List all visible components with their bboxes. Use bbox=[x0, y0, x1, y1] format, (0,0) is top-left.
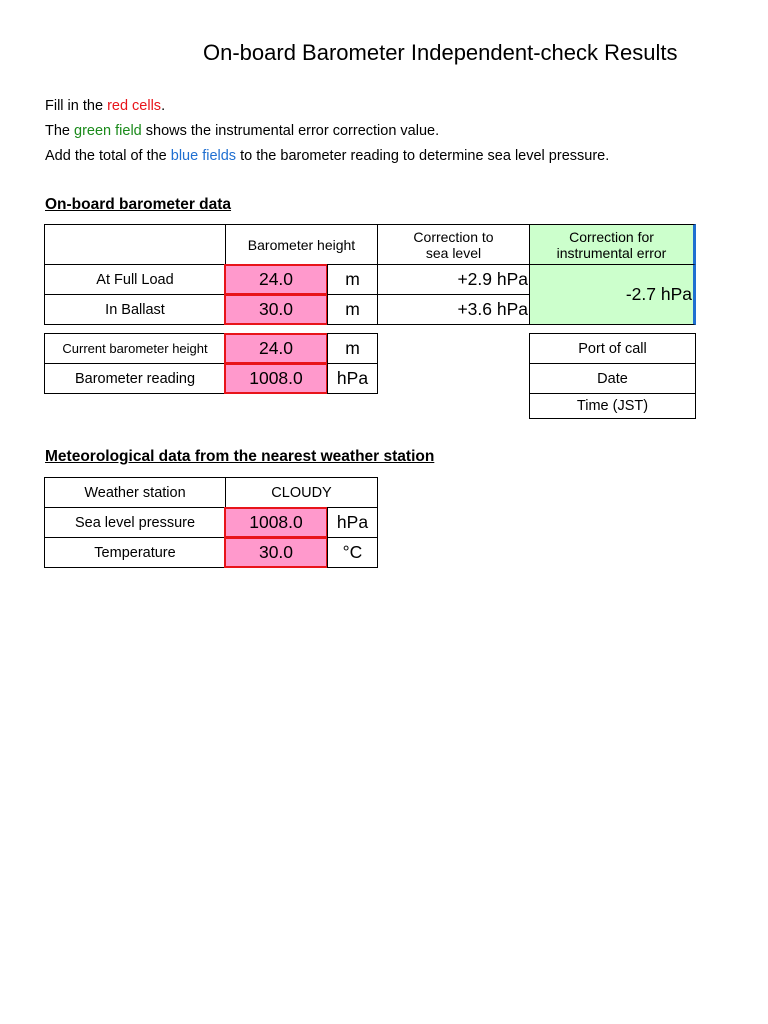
sea-level-pressure-unit: hPa bbox=[327, 507, 378, 538]
ballast-sea-level-correction: +3.6 hPa bbox=[377, 294, 530, 325]
onboard-section-heading: On-board barometer data bbox=[45, 196, 232, 213]
green-field-highlight: green field bbox=[74, 123, 142, 139]
current-height-input[interactable]: 24.0 bbox=[224, 333, 328, 364]
current-height-unit: m bbox=[327, 333, 378, 364]
date-label: Date bbox=[529, 363, 696, 394]
port-of-call-label: Port of call bbox=[529, 333, 696, 364]
time-jst-label: Time (JST) bbox=[529, 393, 696, 419]
row-label-ballast: In Ballast bbox=[44, 294, 226, 325]
current-height-label: Current barometer height bbox=[44, 333, 226, 364]
blue-fields-highlight: blue fields bbox=[170, 148, 237, 164]
row-label-full-load: At Full Load bbox=[44, 264, 226, 295]
temperature-unit: °C bbox=[327, 537, 378, 568]
sea-level-pressure-input[interactable]: 1008.0 bbox=[224, 507, 328, 538]
temperature-label: Temperature bbox=[44, 537, 226, 568]
page-title: On-board Barometer Independent-check Results bbox=[203, 40, 678, 65]
full-load-height-input[interactable]: 24.0 bbox=[224, 264, 328, 295]
header-correction-instrumental bbox=[529, 224, 696, 265]
ballast-height-input[interactable]: 30.0 bbox=[224, 294, 328, 325]
full-load-sea-level-correction: +2.9 hPa bbox=[377, 264, 530, 295]
instruction-text: Fill in the bbox=[45, 98, 108, 114]
temperature-input[interactable]: 30.0 bbox=[224, 537, 328, 568]
instruction-text: to the barometer reading to determine sea level pressure. bbox=[236, 148, 610, 164]
header-barometer-height: Barometer height bbox=[225, 224, 378, 265]
instruction-text: shows the instrumental error correction value. bbox=[141, 123, 440, 139]
red-cells-highlight: red cells bbox=[107, 98, 162, 114]
instruction-green-field bbox=[45, 123, 439, 139]
header-line: Correction for bbox=[569, 228, 654, 245]
instruction-red-cells bbox=[45, 98, 165, 114]
header-corner-cell bbox=[44, 224, 226, 265]
sea-level-pressure-label: Sea level pressure bbox=[44, 507, 226, 538]
header-line: instrumental error bbox=[556, 244, 667, 261]
weather-station-label: Weather station bbox=[44, 477, 226, 508]
instrumental-error-value: -2.7 hPa bbox=[529, 264, 696, 325]
barometer-reading-label: Barometer reading bbox=[44, 363, 226, 394]
instruction-text: Add the total of the bbox=[45, 148, 171, 164]
instruction-text: The bbox=[45, 123, 75, 139]
meteo-section-heading: Meteorological data from the nearest weather station bbox=[45, 448, 435, 465]
barometer-reading-unit: hPa bbox=[327, 363, 378, 394]
header-correction-sea-level bbox=[377, 224, 530, 265]
weather-station-value: CLOUDY bbox=[225, 477, 378, 508]
instruction-blue-fields bbox=[45, 148, 609, 164]
barometer-reading-input[interactable]: 1008.0 bbox=[224, 363, 328, 394]
header-line: Correction to bbox=[413, 228, 494, 245]
header-line: sea level bbox=[425, 244, 482, 261]
ballast-height-unit: m bbox=[327, 294, 378, 325]
full-load-height-unit: m bbox=[327, 264, 378, 295]
instruction-text: . bbox=[161, 98, 166, 114]
